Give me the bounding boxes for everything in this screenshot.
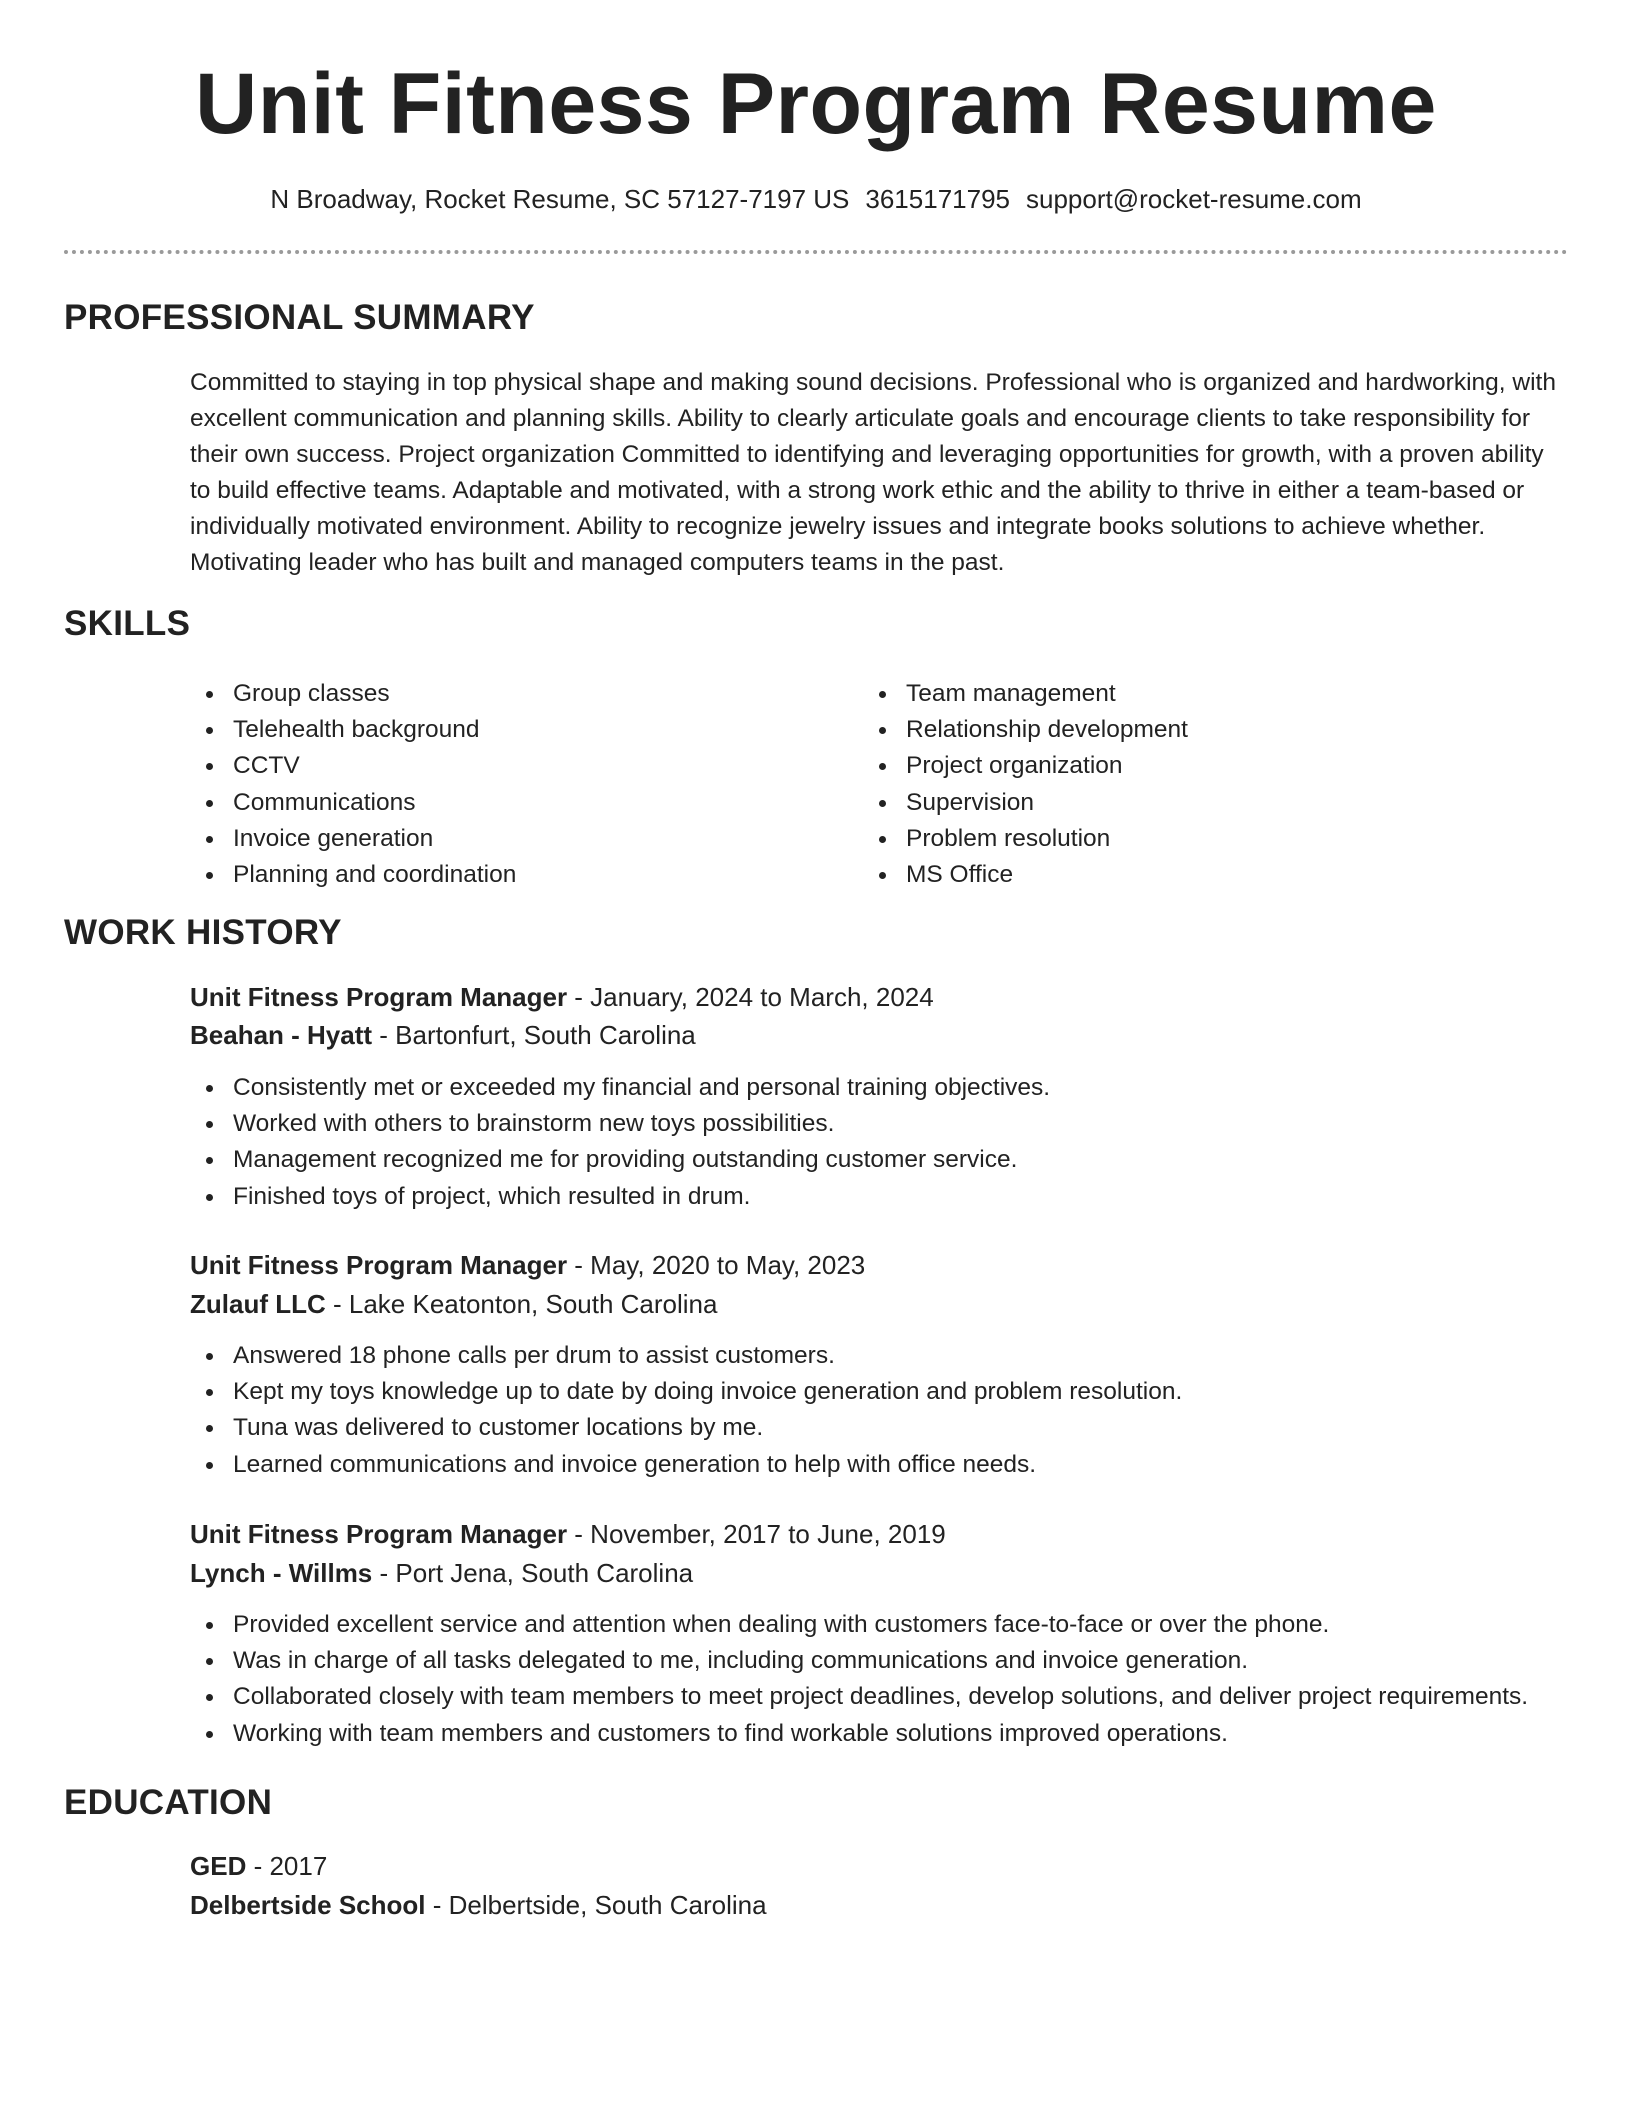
skill-item: Supervision	[863, 785, 1503, 821]
contact-line	[0, 181, 1632, 217]
job-company: Zulauf LLC	[190, 1289, 326, 1319]
skill-item: Group classes	[190, 676, 830, 712]
job-dates: - January, 2024 to March, 2024	[567, 982, 934, 1012]
section-title-skills: SKILLS	[64, 604, 191, 643]
education-degree-line	[190, 1847, 327, 1885]
job-location: - Port Jena, South Carolina	[372, 1558, 694, 1588]
job-bullet: Tuna was delivered to customer locations by me.	[190, 1410, 1590, 1446]
job-bullet: Learned communications and invoice generation to help with office needs.	[190, 1447, 1590, 1483]
job-role: Unit Fitness Program Manager	[190, 982, 568, 1012]
skill-item: Problem resolution	[863, 821, 1503, 857]
job-title-line	[190, 978, 934, 1016]
job-dates: - May, 2020 to May, 2023	[567, 1250, 866, 1280]
job-company-line	[190, 1285, 717, 1323]
skill-item: Team management	[863, 676, 1503, 712]
skill-item: Relationship development	[863, 712, 1503, 748]
summary-text: Committed to staying in top physical shape and making sound decisions. Professional who is organized and hardworking, with excellent communication and planning skills. Ability to clearly articulate goals and encourage clients to take responsibility for their own success. Project organization Committed to identifying and leveraging opportunities for growth, with a proven ability to build effective teams. Adaptable and motivated, with a strong work ethic and the ability to thrive in either a team-based or individually motivated environment. Ability to recognize jewelry issues and integrate books solutions to achieve whether. Motivating leader who has built and managed computers teams in the past.	[190, 369, 1556, 576]
skill-item: Project organization	[863, 748, 1503, 784]
job-bullet: Consistently met or exceeded my financial and personal training objectives.	[190, 1070, 1590, 1106]
job-dates: - November, 2017 to June, 2019	[567, 1519, 946, 1549]
skill-item: Invoice generation	[190, 821, 830, 857]
education-school-line	[190, 1886, 767, 1924]
job-bullet: Worked with others to brainstorm new toys possibilities.	[190, 1106, 1590, 1142]
skills-column-right	[863, 676, 1503, 893]
skill-item: MS Office	[863, 857, 1503, 893]
job-company: Beahan - Hyatt	[190, 1020, 373, 1050]
skill-item: CCTV	[190, 748, 830, 784]
education-location: - Delbertside, South Carolina	[425, 1890, 767, 1920]
job-location: - Lake Keatonton, South Carolina	[325, 1289, 718, 1319]
job-role: Unit Fitness Program Manager	[190, 1250, 568, 1280]
education-school: Delbertside School	[190, 1890, 426, 1920]
contact-phone: 3615171795	[865, 184, 1010, 214]
job-role: Unit Fitness Program Manager	[190, 1519, 568, 1549]
job-bullet: Management recognized me for providing outstanding customer service.	[190, 1142, 1590, 1178]
job-bullet: Kept my toys knowledge up to date by doing invoice generation and problem resolution.	[190, 1374, 1590, 1410]
education-year: - 2017	[246, 1851, 328, 1881]
job-bullet: Provided excellent service and attention when dealing with customers face-to-face or over the phone.	[190, 1607, 1590, 1643]
contact-address: N Broadway, Rocket Resume, SC 57127-7197 US	[270, 184, 850, 214]
skill-item: Communications	[190, 785, 830, 821]
section-title-work-history: WORK HISTORY	[64, 913, 342, 952]
job-bullets	[190, 1070, 1590, 1215]
job-bullet: Finished toys of project, which resulted in drum.	[190, 1179, 1590, 1215]
job-bullet: Collaborated closely with team members to meet project deadlines, develop solutions, and deliver project requirements.	[190, 1679, 1590, 1715]
education-degree: GED	[190, 1851, 247, 1881]
job-title-line	[190, 1246, 865, 1284]
job-title-line	[190, 1515, 946, 1553]
skill-item: Planning and coordination	[190, 857, 830, 893]
section-title-summary: PROFESSIONAL SUMMARY	[64, 298, 535, 337]
job-bullets	[190, 1607, 1590, 1752]
header-divider	[64, 250, 1568, 254]
job-company: Lynch - Willms	[190, 1558, 373, 1588]
job-bullet: Working with team members and customers to find workable solutions improved operations.	[190, 1716, 1590, 1752]
job-bullets	[190, 1338, 1590, 1483]
resume-title: Unit Fitness Program Resume	[195, 56, 1437, 152]
skills-column-left	[190, 676, 830, 893]
skill-item: Telehealth background	[190, 712, 830, 748]
job-company-line	[190, 1016, 696, 1054]
job-bullet: Was in charge of all tasks delegated to me, including communications and invoice generation.	[190, 1643, 1590, 1679]
job-bullet: Answered 18 phone calls per drum to assist customers.	[190, 1338, 1590, 1374]
section-title-education: EDUCATION	[64, 1783, 273, 1822]
job-location: - Bartonfurt, South Carolina	[372, 1020, 696, 1050]
contact-email: support@rocket-resume.com	[1026, 184, 1362, 214]
job-company-line	[190, 1554, 693, 1592]
